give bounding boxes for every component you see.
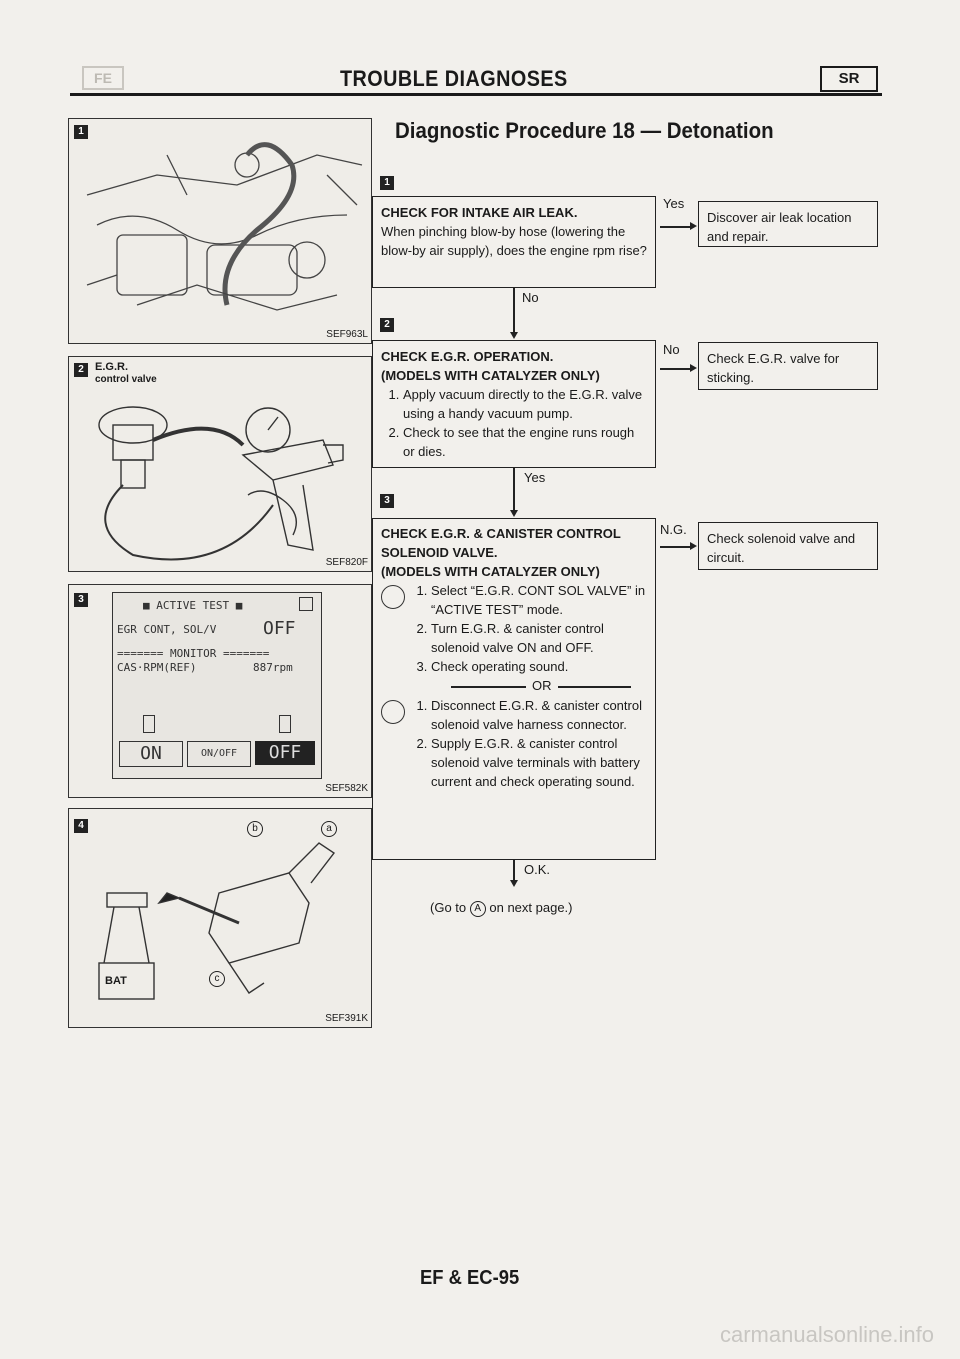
step-3-consult-item: 2. Turn E.G.R. & canister control solenoid valve ON and OFF. xyxy=(431,619,647,657)
figure-2-caption-line1: E.G.R. xyxy=(95,361,129,373)
figure-3-code: SEF582K xyxy=(325,783,368,794)
previous-section-tab: FE xyxy=(82,66,124,90)
connector-line xyxy=(660,368,690,370)
step-3-ng-label: N.G. xyxy=(660,522,687,537)
step-3-number: 3 xyxy=(380,494,394,508)
step-1-title: CHECK FOR INTAKE AIR LEAK. xyxy=(381,205,578,220)
consult-screen-item-label: EGR CONT, SOL/V xyxy=(117,623,217,636)
figure-2-caption-line2: control valve xyxy=(95,374,157,385)
step-2-box xyxy=(372,340,656,468)
arrow-down-icon xyxy=(510,510,518,517)
figure-4-panel xyxy=(68,808,372,1028)
callout-a: a xyxy=(321,821,337,837)
figure-2-panel xyxy=(68,356,372,572)
callout-a-label xyxy=(321,821,337,837)
consult-screen-monitor-divider: ======= MONITOR ======= xyxy=(117,647,270,660)
finger-pointer-icon xyxy=(279,715,291,733)
no-tool-icon xyxy=(381,700,405,724)
egr-valve-vacuum-pump-illustration xyxy=(73,385,367,565)
consult-tool-icon xyxy=(381,585,405,609)
battery-label: BAT xyxy=(105,975,127,987)
or-divider xyxy=(381,678,647,694)
goto-next-page-note xyxy=(430,900,573,917)
goto-marker: A xyxy=(470,901,486,917)
figure-4-number: 4 xyxy=(74,819,88,833)
callout-c: c xyxy=(209,971,225,987)
arrow-right-icon xyxy=(690,222,697,230)
connector-line xyxy=(513,288,515,332)
engine-bay-illustration xyxy=(77,135,365,335)
consult-on-button[interactable]: ON xyxy=(119,741,183,767)
figure-4-code: SEF391K xyxy=(325,1013,368,1024)
step-2-yes-label: Yes xyxy=(524,470,546,485)
step-2-number: 2 xyxy=(380,318,394,332)
step-1-box xyxy=(372,196,656,288)
arrow-right-icon xyxy=(690,364,697,372)
page-number: EF & EC-95 xyxy=(420,1267,520,1289)
step-3-consult-item: 1. Select “E.G.R. CONT SOL VALVE” in “ACTIVE TEST” mode. xyxy=(431,581,647,619)
step-2-title: CHECK E.G.R. OPERATION. xyxy=(381,349,554,364)
finger-pointer-icon xyxy=(143,715,155,733)
consult-screen-item-value: OFF xyxy=(263,618,296,639)
step-2-item: 2. Check to see that the engine runs rough or dies. xyxy=(403,423,647,461)
connector-line xyxy=(660,546,690,548)
step-1-no-label: No xyxy=(522,290,539,305)
step-2-item: 1. Apply vacuum directly to the E.G.R. valve using a handy vacuum pump. xyxy=(403,385,647,423)
goto-prefix: (Go to xyxy=(430,900,467,915)
figure-1-code: SEF963L xyxy=(326,329,368,340)
step-3-title: CHECK E.G.R. & CANISTER CONTROL SOLENOID VALVE. xyxy=(381,526,621,560)
step-3-manual-item: 2. Supply E.G.R. & canister control solenoid valve terminals with battery current and check operating sound. xyxy=(431,734,647,791)
arrow-right-icon xyxy=(690,542,697,550)
callout-c-label xyxy=(209,971,225,987)
figure-2-code: SEF820F xyxy=(325,557,368,568)
figure-2-number: 2 xyxy=(74,363,88,377)
consult-screen-scroll-box xyxy=(299,597,313,611)
header-rule xyxy=(70,93,882,96)
step-3-consult-item: 3. Check operating sound. xyxy=(431,657,647,676)
consult-screen xyxy=(112,592,322,779)
connector-line xyxy=(513,468,515,510)
step-2-no-label: No xyxy=(663,342,680,357)
or-label: OR xyxy=(526,676,558,695)
arrow-down-icon xyxy=(510,880,518,887)
page-header-title: TROUBLE DIAGNOSES xyxy=(340,66,568,91)
step-3-ok-label: O.K. xyxy=(524,862,551,877)
step-3-subtitle: (MODELS WITH CATALYZER ONLY) xyxy=(381,564,600,579)
section-badge: SR xyxy=(820,66,878,92)
goto-suffix: on next page.) xyxy=(489,900,573,915)
arrow-down-icon xyxy=(510,332,518,339)
watermark-text: carmanualsonline.info xyxy=(720,1322,935,1347)
step-1-yes-result: Discover air leak location and repair. xyxy=(698,201,878,247)
consult-onoff-button[interactable]: ON/OFF xyxy=(187,741,251,767)
step-2-no-result: Check E.G.R. valve for sticking. xyxy=(698,342,878,390)
connector-line xyxy=(660,226,690,228)
step-3-box xyxy=(372,518,656,860)
callout-b-label xyxy=(247,821,263,837)
step-3-ng-result: Check solenoid valve and circuit. xyxy=(698,522,878,570)
step-1-question: When pinching blow-by hose (lowering the blow-by air supply), does the engine rpm rise? xyxy=(381,224,647,258)
callout-b: b xyxy=(247,821,263,837)
figure-3-number: 3 xyxy=(74,593,88,607)
consult-screen-mode-title: ■ ACTIVE TEST ■ xyxy=(143,599,243,612)
step-2-subtitle: (MODELS WITH CATALYZER ONLY) xyxy=(381,368,600,383)
procedure-title: Diagnostic Procedure 18 — Detonation xyxy=(395,118,774,143)
figure-1-number: 1 xyxy=(74,125,88,139)
connector-line xyxy=(513,860,515,882)
consult-off-button[interactable]: OFF xyxy=(255,741,315,765)
consult-screen-rpm-label: CAS·RPM(REF) xyxy=(117,661,197,674)
figure-1-panel xyxy=(68,118,372,344)
step-1-number: 1 xyxy=(380,176,394,190)
solenoid-valve-battery-illustration xyxy=(79,823,359,1019)
step-3-manual-item: 1. Disconnect E.G.R. & canister control solenoid valve harness connector. xyxy=(431,696,647,734)
step-1-yes-label: Yes xyxy=(663,196,685,211)
consult-screen-rpm-value: 887rpm xyxy=(253,661,293,674)
